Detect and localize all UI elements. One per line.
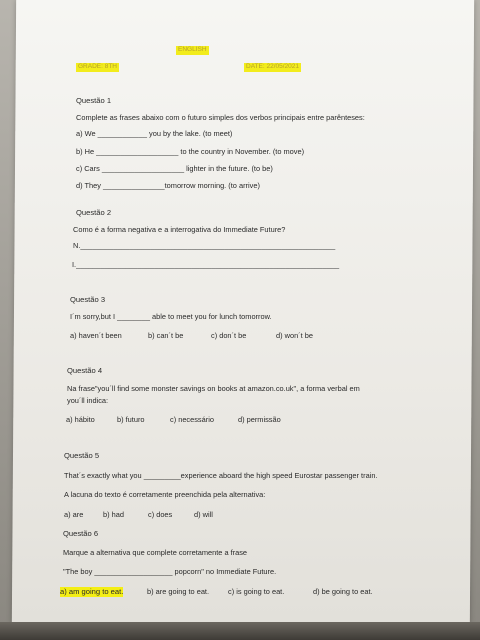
question-2-interrogative-line: I.________________________________________________________________ xyxy=(72,260,340,269)
question-1-item-c: c) Cars ____________________ lighter in the future. (to be) xyxy=(76,164,273,173)
question-4-line-1: Na frase"you´ll find some monster savings on books at amazon.co.uk", a forma verbal em xyxy=(67,384,360,393)
question-1-item-b: b) He ____________________ to the country in November. (to move) xyxy=(76,147,305,156)
question-6-option-c: c) is going to eat. xyxy=(228,587,285,596)
question-4-option-c: c) necessário xyxy=(170,415,214,424)
question-6-option-d: d) be going to eat. xyxy=(313,587,373,596)
question-3-option-c: c) don´t be xyxy=(211,331,247,340)
date-label: DATE: 22/05/2021 xyxy=(246,63,299,70)
question-3-option-a: a) haven´t been xyxy=(70,331,122,340)
question-6-option-a: a) am going to eat. xyxy=(60,587,124,596)
question-5-option-b: b) had xyxy=(103,510,124,519)
question-4-option-d: d) permissão xyxy=(238,415,281,424)
question-4-option-b: b) futuro xyxy=(117,415,145,424)
question-5-title: Questão 5 xyxy=(64,451,100,460)
grade-label: GRADE: 8TH xyxy=(78,63,118,70)
subject-label: ENGLISH xyxy=(178,46,207,53)
question-5-option-c: c) does xyxy=(148,510,173,519)
question-1-item-d: d) They _______________tomorrow morning. (to arrive) xyxy=(76,181,260,190)
question-6-instruction: Marque a alternativa que complete corretamente a frase xyxy=(63,548,248,557)
question-2-title: Questão 2 xyxy=(76,208,112,217)
question-1-instruction: Complete as frases abaixo com o futuro simples dos verbos principais entre parênteses: xyxy=(76,113,365,122)
question-4-title: Questão 4 xyxy=(67,366,103,375)
question-3-option-d: d) won´t be xyxy=(276,331,313,340)
question-5-instruction: A lacuna do texto é corretamente preenchida pela alternativa: xyxy=(64,490,266,499)
question-6-option-b: b) are going to eat. xyxy=(147,587,210,596)
table-edge xyxy=(0,622,480,640)
question-6-sentence: "The boy ___________________ popcorn" no Immediate Future. xyxy=(63,567,277,576)
question-5-sentence: That´s exactly what you _________experience aboard the high speed Eurostar passenger train. xyxy=(64,471,378,480)
question-4-line-2: you´ll indica: xyxy=(67,396,109,405)
question-6-title: Questão 6 xyxy=(63,529,99,538)
question-5-option-d: d) will xyxy=(194,510,213,519)
question-5-option-a: a) are xyxy=(64,510,84,519)
question-3-sentence: I´m sorry,but I ________ able to meet you for lunch tomorrow. xyxy=(70,312,272,321)
question-2-negative-line: N.______________________________________________________________ xyxy=(73,241,336,250)
question-2-instruction: Como é a forma negativa e a interrogativa do Immediate Future? xyxy=(73,225,286,234)
question-4-option-a: a) hábito xyxy=(66,415,95,424)
question-3-title: Questão 3 xyxy=(70,295,106,304)
question-1-title: Questão 1 xyxy=(76,96,112,105)
question-1-item-a: a) We ____________ you by the lake. (to meet) xyxy=(76,129,233,138)
question-3-option-b: b) can´t be xyxy=(148,331,184,340)
